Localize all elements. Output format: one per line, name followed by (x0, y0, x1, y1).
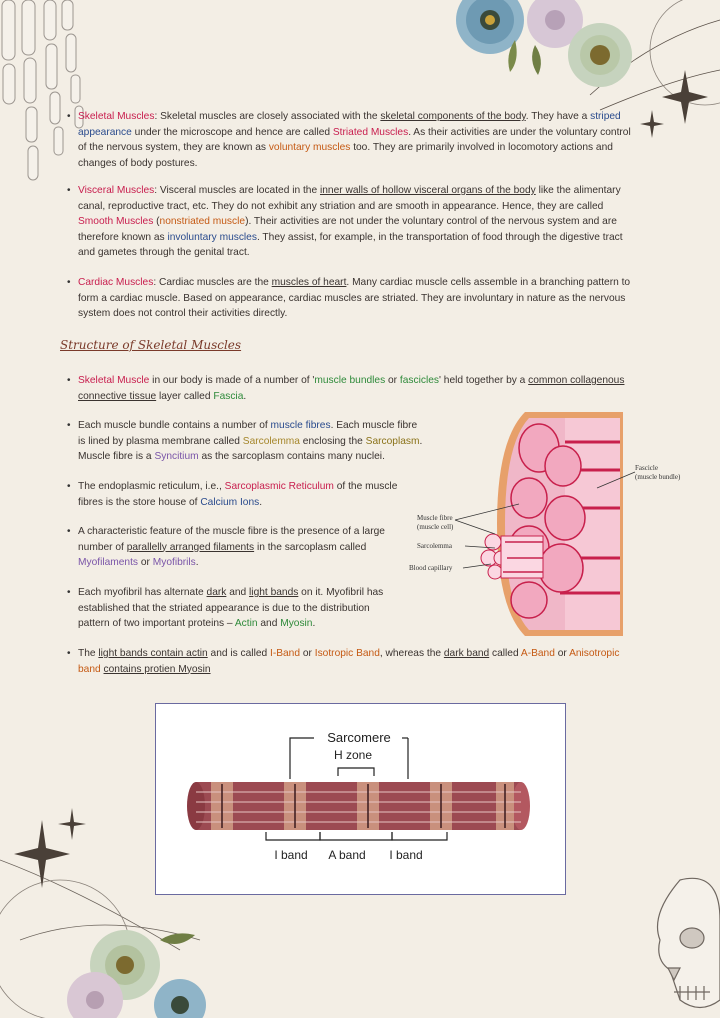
text-segment: ( (153, 216, 160, 228)
fascicle-label: Fascicle (635, 464, 658, 472)
text-segment: . (195, 557, 199, 569)
underlined-text: common collagenous connective tissue (78, 375, 625, 402)
text-segment: of the muscle fibres is the store house of (78, 481, 398, 508)
bullet-icon: • (67, 185, 71, 196)
text-segment: . (312, 618, 316, 630)
underlined-text: muscles of heart (271, 277, 347, 288)
bullet-icon: • (67, 420, 71, 431)
myofibrils-term: Myofibrils (152, 557, 196, 569)
underlined-text: contains protien Myosin (103, 663, 211, 675)
text-segment: or (300, 648, 315, 659)
bullet-icon: • (67, 111, 71, 122)
cardiac-muscles-term: Cardiac Muscles (78, 277, 154, 288)
text-segment: . Each muscle fibre is lined by plasma membrane called (78, 420, 418, 447)
involuntary-muscles-term: involuntary muscles (167, 231, 257, 243)
h-zone-label: H zone (333, 748, 373, 762)
sarcomere-figure (156, 704, 565, 894)
text-segment: under the microscope and hence are called (131, 126, 333, 138)
text-segment: in our body is made of a number of ' (149, 375, 315, 386)
text-segment: or (138, 557, 153, 569)
section-heading: Structure of Skeletal Muscles (60, 338, 242, 352)
text-segment: . Many cardiac muscle cells assemble in a branching pattern to form a cardiac muscle. Based on appearance, cardiac muscles are striated. They are involuntary in nature as the nervous system does not control their activities directly. (78, 277, 631, 320)
structure-paragraph-4 (67, 524, 398, 571)
sarcolemma-label: Sarcolemma (417, 542, 452, 550)
skeletal-muscle-term: Skeletal Muscle (78, 375, 150, 386)
fascia-term: Fascia (213, 390, 244, 402)
skull-icon (640, 860, 720, 1018)
visceral-muscles-term: Visceral Muscles (78, 185, 155, 196)
text-segment: : Visceral muscles are located in the (154, 185, 320, 196)
fascicle-label-2: (muscle bundle) (635, 473, 681, 481)
underlined-text: light bands contain actin (98, 648, 208, 659)
text-segment: ). Their activities are not under the voluntary control of the nervous system and are therefore known as (78, 216, 617, 243)
text-segment: and (257, 618, 281, 630)
cardiac-muscles-paragraph (67, 275, 633, 322)
sarcoplasmic-reticulum-term: Sarcoplasmic Reticulum (224, 481, 334, 492)
text-segment: Each muscle bundle contains a number of (78, 420, 271, 431)
text-segment: : Cardiac muscles are the (153, 277, 272, 288)
bullet-icon: • (67, 277, 71, 288)
muscle-cross-section-figure (409, 408, 715, 640)
anisotropic-band-term: Anisotropic band (78, 648, 620, 675)
text-segment: enclosing the (299, 435, 366, 447)
underlined-text: light bands (249, 587, 299, 598)
text-segment: Each myofibril has alternate (78, 587, 207, 598)
nonstriated-muscle-term: nonstriated muscle (159, 216, 246, 228)
fascicles-term: fascicles (399, 375, 439, 386)
text-segment: in the sarcoplasm called (254, 541, 367, 553)
a-band-term: A-Band (520, 648, 555, 659)
text-segment: . They have a (525, 111, 591, 122)
actin-term: Actin (234, 618, 258, 630)
text-segment: on it. Myofibril has established that the striated appearance is due to the distribution pattern of two important proteins – (78, 587, 384, 630)
sarcomere-label: Sarcomere (327, 730, 391, 745)
syncitium-term: Syncitium (154, 451, 199, 463)
text-segment: . As their activities are under the voluntary control of the nervous system, they are known as (78, 126, 631, 154)
muscle-body (481, 412, 623, 636)
text-segment: or (554, 648, 570, 659)
text-segment: . (243, 390, 247, 402)
underlined-text: skeletal components of the body (380, 111, 526, 122)
myosin-term: Myosin (280, 618, 313, 630)
text-segment: called (489, 648, 521, 659)
structure-paragraph-2 (67, 418, 423, 465)
text-segment: like the alimentary canal, reproductive tract, etc. They do not exhibit any striation and are smooth in appearance. Hence, they are called (78, 185, 621, 212)
skeletal-muscles-term: Skeletal Muscles (78, 111, 155, 122)
text-segment: The (78, 648, 99, 659)
muscle-bundles-term: muscle bundles (314, 375, 386, 386)
visceral-muscles-paragraph (67, 183, 636, 261)
text-segment: too. They are primarily involved in locomotory actions and changes of body postures. (78, 142, 613, 169)
calcium-ions-term: Calcium Ions (200, 496, 260, 508)
bullet-icon: • (67, 526, 71, 537)
text-segment: as the sarcoplasm contains many nuclei. (198, 451, 385, 463)
bullet-icon: • (67, 587, 71, 598)
i-band-term: I-Band (270, 648, 301, 659)
myofibril-cylinder (187, 782, 530, 830)
text-segment: . (259, 496, 263, 508)
text-segment: The endoplasmic reticulum, i.e., (78, 481, 225, 492)
text-segment: ' held together by a (439, 375, 529, 386)
striated-muscles-term: Striated Muscles (332, 126, 409, 138)
a-band-label: A band (328, 848, 366, 862)
sarcomere-figure-frame (155, 703, 566, 895)
text-segment: A characteristic feature of the muscle fibre is the presence of a large number of (78, 526, 385, 553)
underlined-text: inner walls of hollow visceral organs of the body (319, 185, 536, 196)
i-band-left-label: I band (274, 848, 308, 862)
bullet-icon: • (67, 375, 71, 386)
structure-paragraph-6 (67, 646, 638, 677)
underlined-text: dark (206, 587, 227, 598)
structure-paragraph-1 (67, 373, 633, 404)
text-segment: , whereas the (379, 648, 444, 659)
voluntary-muscles-term: voluntary muscles (268, 142, 351, 154)
i-band-right-label: I band (389, 848, 423, 862)
underlined-text: parallelly arranged filaments (126, 541, 255, 553)
text-segment: . Muscle fibre is a (78, 435, 423, 463)
blood-capillary-label: Blood capillary (409, 564, 453, 572)
text-segment: : Skeletal muscles are closely associated with the (154, 111, 381, 122)
structure-paragraph-5 (67, 585, 403, 632)
bullet-icon: • (67, 648, 71, 659)
muscle-fibres-term: muscle fibres (270, 420, 331, 431)
myofilaments-term: Myofilaments (78, 557, 139, 569)
muscle-fibre-label-2: (muscle cell) (417, 523, 454, 531)
text-segment: or (385, 375, 400, 386)
sarcoplasm-term: Sarcoplasm (365, 435, 420, 447)
smooth-muscles-term: Smooth Muscles (78, 216, 154, 228)
text-segment: and (226, 587, 250, 598)
text-segment: and is called (207, 648, 270, 659)
underlined-text: dark band (443, 648, 490, 659)
muscle-fibre-label: Muscle fibre (417, 514, 453, 522)
sarcolemma-term: Sarcolemma (242, 435, 300, 447)
text-segment: . They assist, for example, in the transportation of food through the digestive tract and gametes through the genital tract. (78, 231, 623, 259)
structure-paragraph-3 (67, 479, 398, 510)
isotropic-band-term: Isotropic Band (314, 648, 380, 659)
text-segment: layer called (156, 390, 214, 402)
striped-appearance-term: striped appearance (78, 111, 621, 138)
bullet-icon: • (67, 481, 71, 492)
skeletal-muscles-paragraph (67, 109, 633, 171)
